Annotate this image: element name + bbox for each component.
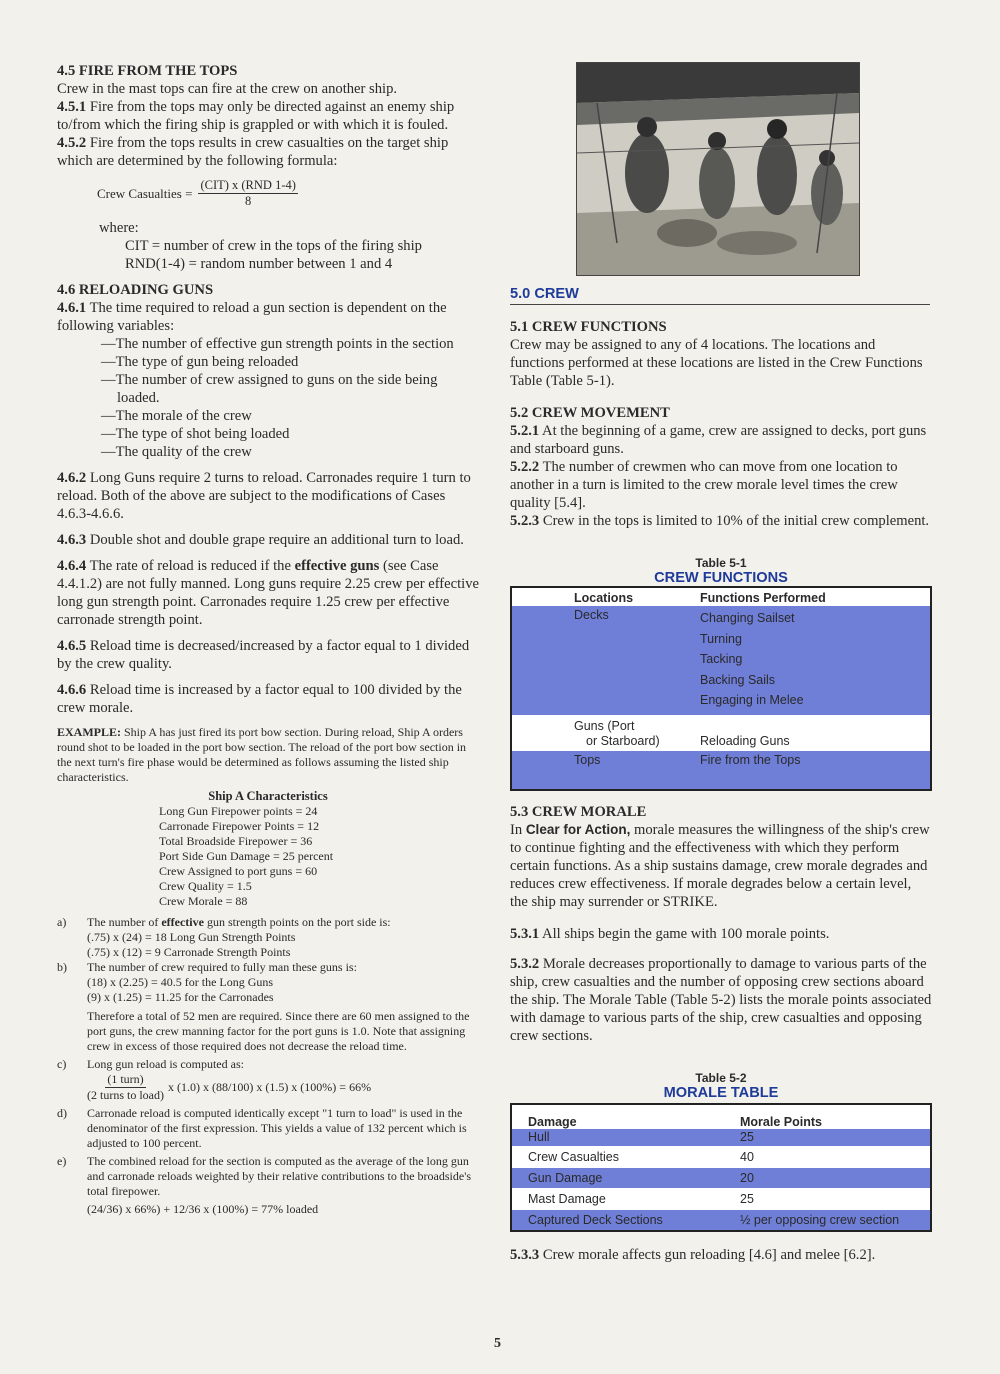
section-5-header [510, 286, 930, 305]
heading-5-0: 5.0 CREW [510, 286, 579, 302]
para-4-6-1: 4.6.1 The time required to reload a gun section is dependent on the following variables: [57, 300, 447, 334]
table-row: Mast Damage 25 [528, 1191, 754, 1206]
para-5-1: Crew may be assigned to any of 4 locations. The locations and functions performed at these locations are listed in the Crew Functions Table (Table 5-1). [510, 337, 923, 389]
table-row: Hull 25 [512, 1129, 930, 1146]
list-item: Crew Assigned to port guns = 60 [159, 864, 318, 878]
table-row: Decks Changing Sailset Turning Tacking Backing Sails Engaging in Melee [512, 606, 930, 715]
list-item: —The type of shot being loaded [101, 426, 290, 442]
para-4-5-2: 4.5.2 Fire from the tops results in crew casualties on the target ship which are determined by the following formula: [57, 135, 449, 169]
list-item: Total Broadside Firepower = 36 [159, 834, 313, 848]
para-4-5: Crew in the mast tops can fire at the crew on another ship. [57, 81, 398, 97]
table-header-row: Locations Functions Performed [574, 591, 826, 605]
crew-engraving-image [576, 62, 860, 276]
para-4-6-6: 4.6.6 Reload time is increased by a factor equal to 100 divided by the crew morale. [57, 682, 462, 716]
para-4-6-4: 4.6.4 The rate of reload is reduced if the effective guns (see Case 4.4.1.2) are not fully manned. Long guns require 2.25 crew per effective long gun strength point. Carronades require 1.25 crew per effective carronade strength point. [57, 558, 479, 628]
rnd-definition: RND(1-4) = random number between 1 and 4 [125, 256, 393, 272]
right-column [510, 318, 932, 1264]
table-5-2-caption: Table 5-2 [695, 1070, 747, 1085]
left-column [57, 62, 479, 1217]
example-paragraph: EXAMPLE: Ship A has just fired its port bow section. During reload, Ship A orders round shot to be loaded in the port bow section. The reload of the port bow section in the next turn's fire phase would be determined as follows assuming the listed ship characteristics. [57, 725, 467, 784]
where-label: where: [99, 220, 139, 236]
para-5-3-3: 5.3.3 Crew morale affects gun reloading [4.6] and melee [6.2]. [510, 1246, 876, 1263]
reload-variables-list [101, 335, 479, 461]
list-item: —The quality of the crew [101, 444, 252, 460]
para-5-2-3: 5.2.3 Crew in the tops is limited to 10% of the initial crew complement. [510, 513, 930, 529]
table-row: Captured Deck Sections ½ per opposing crew section [512, 1210, 930, 1230]
para-5-3: In Clear for Action, morale measures the willingness of the ship's crew to continue fighting and the effectiveness with which they perform certain functions. As a ship sustains damage, crew morale degrades and reduces crew effectiveness. If morale degrades below a certain level, the ship may surrender or STRIKE. [510, 821, 930, 910]
heading-4-6: 4.6 RELOADING GUNS [57, 282, 214, 298]
engraving-illustration [577, 63, 859, 275]
crew-casualties-formula: Crew Casualties = $\frac{\text{(CIT) x (RND 1-4)}}{8}$ [97, 178, 296, 208]
example-step-d: d) Carronade reload is computed identically except "1 turn to load" is used in the denominator of the first expression. This yields a value of 132 percent which is adjusted to 100 percent. [57, 1106, 467, 1150]
table-row: Crew Casualties 40 [528, 1149, 754, 1164]
table-header-row: Damage Morale Points [528, 1114, 822, 1129]
para-4-6-5: 4.6.5 Reload time is decreased/increased by a factor equal to 1 divided by the crew quality. [57, 638, 470, 672]
cit-definition: CIT = number of crew in the tops of the firing ship [125, 238, 422, 254]
ship-a-characteristics [159, 804, 479, 909]
example-step-b: b) The number of crew required to fully man these guns is: (18) x (2.25) = 40.5 for the Long Guns (9) x (1.25) = 11.25 for the Carronades Therefore a total of 52 men are required. Since there are 60 men assigned to the port guns, the crew manning factor for the port guns is 1.0. Note that assigning crew in excess of those required does not decrease the reload time. [57, 960, 470, 1053]
para-4-6-2: 4.6.2 Long Guns require 2 turns to reload. Carronades require 1 turn to reload. Both of the above are subject to the modifications of Cases 4.6.3-4.6.6. [57, 470, 471, 522]
table-row: Tops Fire from the Tops [512, 751, 930, 789]
list-item: —The morale of the crew [101, 408, 252, 424]
example-step-a: a) The number of effective gun strength points on the port side is: (.75) x (24) = 18 Long Gun Strength Points (.75) x (12) = 9 Carronade Strength Points [57, 915, 391, 959]
crew-functions-table [510, 586, 932, 791]
list-item: Long Gun Firepower points = 24 [159, 804, 318, 818]
table-row: Gun Damage 20 [512, 1168, 930, 1188]
ship-a-characteristics-title: Ship A Characteristics [208, 789, 328, 803]
para-4-6-3: 4.6.3 Double shot and double grape require an additional turn to load. [57, 532, 464, 548]
table-5-2-title: MORALE TABLE [663, 1084, 779, 1101]
table-5-1-caption: Table 5-1 [695, 556, 747, 570]
para-4-5-1: 4.5.1 Fire from the tops may only be directed against an enemy ship to/from which the firing ship is grappled or with which it is fouled. [57, 99, 455, 133]
heading-5-3: 5.3 CREW MORALE [510, 803, 647, 820]
list-item: Crew Morale = 88 [159, 894, 248, 908]
list-item: —The type of gun being reloaded [101, 354, 299, 370]
para-5-2-1: 5.2.1 At the beginning of a game, crew are assigned to decks, port guns and starboard guns. [510, 423, 927, 457]
heading-4-5: 4.5 FIRE FROM THE TOPS [57, 63, 238, 79]
para-5-3-2: 5.3.2 Morale decreases proportionally to damage to various parts of the ship, crew casualties and the number of opposing crew sections aboard the ship. The Morale Table (Table 5-2) lists the morale points associated with damage to various parts of the ship, crew casualties and opposing crew sections. [510, 955, 932, 1044]
example-step-c: c) Long gun reload is computed as: $\frac{\text{(1 turn)}}{\text{(2 turns to load)}}$ x (1.0) x (88/100) x (1.5) x (100%) = 66% [57, 1057, 372, 1102]
example-step-e: e) The combined reload for the section is computed as the average of the long gun and carronade reloads weighted by their relative contributions to the broadside's total firepower. (24/36) x 66%) + 12/36 x (100%) = 77% loaded [57, 1154, 472, 1216]
list-item: Carronade Firepower Points = 12 [159, 819, 320, 833]
page-number: 5 [494, 1336, 501, 1351]
list-item: Crew Quality = 1.5 [159, 879, 252, 893]
table-5-1-title: CREW FUNCTIONS [654, 570, 788, 586]
morale-table [510, 1103, 932, 1232]
heading-5-1: 5.1 CREW FUNCTIONS [510, 319, 667, 335]
para-5-2-2: 5.2.2 The number of crewmen who can move from one location to another in a turn is limited to the crew morale level times the crew quality [5.4]. [510, 459, 898, 511]
para-5-3-1: 5.3.1 All ships begin the game with 100 morale points. [510, 925, 830, 942]
heading-5-2: 5.2 CREW MOVEMENT [510, 405, 670, 421]
list-item: —The number of crew assigned to guns on the side being loaded. [101, 372, 438, 406]
list-item: Port Side Gun Damage = 25 percent [159, 849, 334, 863]
list-item: —The number of effective gun strength points in the section [101, 336, 454, 352]
table-row: Guns (Port or Starboard) Reloading Guns [574, 718, 790, 748]
